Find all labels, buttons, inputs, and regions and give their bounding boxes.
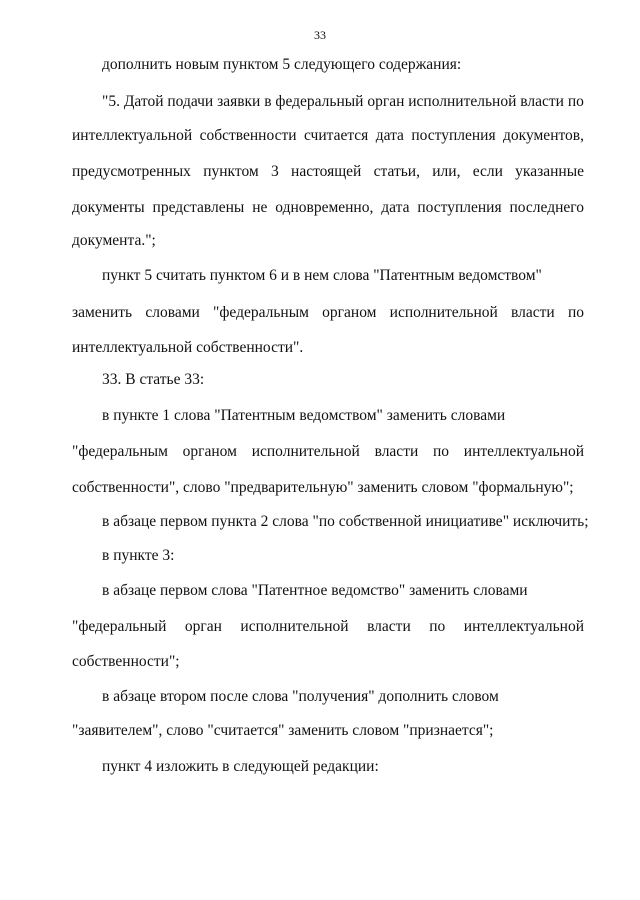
text-line: в абзаце втором после слова "получения" дополнить словом xyxy=(102,688,499,705)
text-line: "федеральный орган исполнительной власти по интеллектуальной xyxy=(72,618,584,635)
text-line: "заявителем", слово "считается" заменить словом "признается"; xyxy=(72,722,494,739)
text-line: предусмотренных пунктом 3 настоящей статьи, или, если указанные xyxy=(72,163,584,180)
text-line: документа."; xyxy=(72,232,156,249)
text-line: дополнить новым пунктом 5 следующего содержания: xyxy=(102,56,462,73)
text-line: в пункте 3: xyxy=(102,547,175,564)
text-line: заменить словами "федеральным органом исполнительной власти по xyxy=(72,304,584,321)
text-line: собственности", слово "предварительную" заменить словом "формальную"; xyxy=(72,479,574,496)
text-line: интеллектуальной собственности считается дата поступления документов, xyxy=(72,127,584,144)
text-line: в абзаце первом пункта 2 слова "по собственной инициативе" исключить; xyxy=(102,513,589,530)
text-line: документы представлены не одновременно, дата поступления последнего xyxy=(72,199,584,216)
text-line: пункт 5 считать пунктом 6 и в нем слова "Патентным ведомством" xyxy=(102,267,542,284)
text-line: "федеральным органом исполнительной власти по интеллектуальной xyxy=(72,443,584,460)
text-line: в пункте 1 слова "Патентным ведомством" заменить словами xyxy=(102,407,506,424)
text-line: интеллектуальной собственности". xyxy=(72,339,304,356)
text-line: собственности"; xyxy=(72,653,180,670)
page-number: 33 xyxy=(314,28,326,42)
article-heading: 33. В статье 33: xyxy=(102,371,205,388)
text-line: в абзаце первом слова "Патентное ведомство" заменить словами xyxy=(102,582,528,599)
text-line: "5. Датой подачи заявки в федеральный орган исполнительной власти по xyxy=(102,93,584,110)
text-line: пункт 4 изложить в следующей редакции: xyxy=(102,758,379,775)
